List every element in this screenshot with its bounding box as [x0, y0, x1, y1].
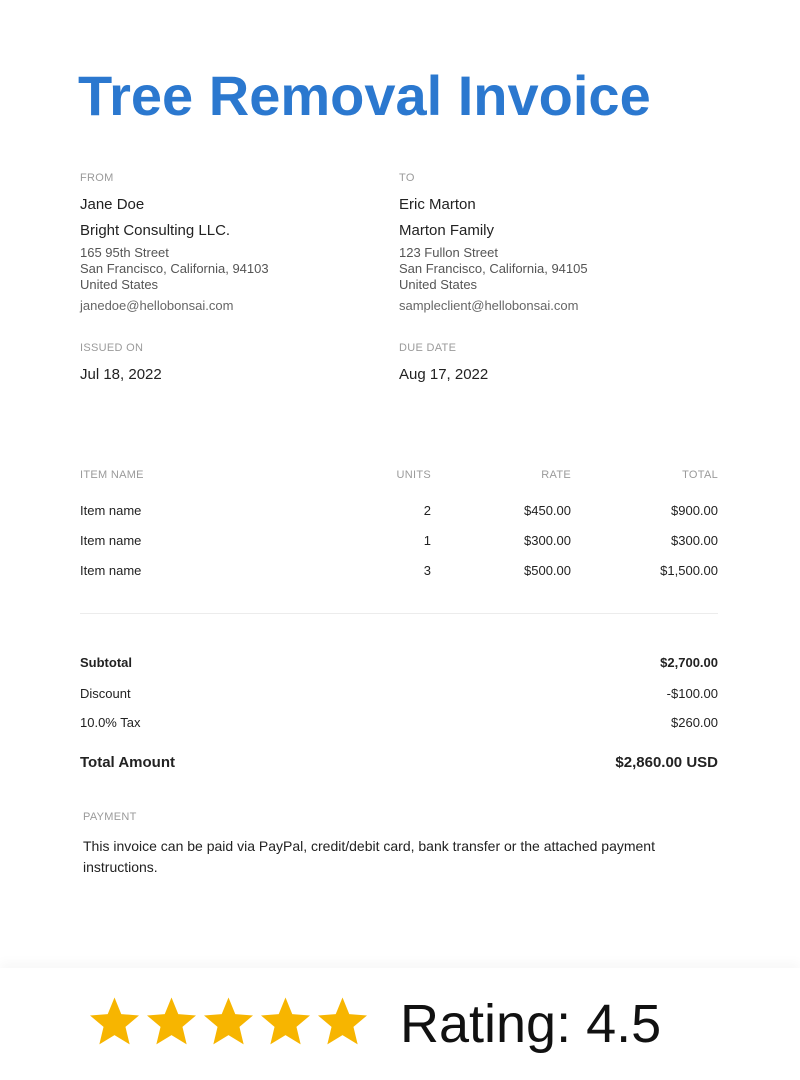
total-row	[80, 754, 718, 774]
item-name: Item name	[80, 563, 142, 578]
item-rate: $300.00	[524, 533, 571, 548]
from-label: FROM	[80, 172, 114, 184]
star-icon	[257, 994, 314, 1050]
from-address-line1: 165 95th Street	[80, 245, 169, 260]
from-name: Jane Doe	[80, 196, 145, 213]
from-section	[80, 172, 380, 314]
item-total: $300.00	[671, 533, 718, 548]
subtotal-row	[80, 655, 718, 675]
to-label: TO	[399, 172, 415, 184]
to-country: United States	[399, 277, 478, 292]
item-units: 3	[423, 563, 431, 578]
item-name: Item name	[80, 503, 142, 518]
discount-value: -$100.00	[666, 686, 718, 701]
from-email: janedoe@hellobonsai.com	[80, 298, 234, 313]
rating-stars	[86, 994, 371, 1052]
tax-row	[80, 715, 718, 735]
rating-text: Rating: 4.5	[400, 994, 662, 1054]
tax-value: $260.00	[671, 715, 718, 730]
table-divider	[80, 613, 718, 614]
to-email: sampleclient@hellobonsai.com	[399, 298, 579, 313]
item-name: Item name	[80, 533, 142, 548]
header-item-name: ITEM NAME	[80, 469, 144, 481]
invoice-title: Tree Removal Invoice	[78, 64, 651, 127]
subtotal-label: Subtotal	[80, 655, 132, 670]
item-rate: $500.00	[524, 563, 571, 578]
star-icon	[200, 994, 257, 1050]
item-total: $900.00	[671, 503, 718, 518]
payment-instructions: This invoice can be paid via PayPal, credit/debit card, bank transfer or the attached payment instructions.	[83, 838, 655, 875]
header-rate: RATE	[541, 469, 571, 481]
item-units: 2	[423, 503, 431, 518]
total-value: $2,860.00 USD	[615, 754, 718, 771]
from-company: Bright Consulting LLC.	[80, 222, 231, 239]
header-total: TOTAL	[682, 469, 718, 481]
to-section	[399, 172, 699, 314]
to-company: Marton Family	[399, 222, 495, 239]
from-country: United States	[80, 277, 159, 292]
due-date: Aug 17, 2022	[399, 366, 489, 383]
table-row	[80, 563, 718, 581]
to-address-line2: San Francisco, California, 94105	[399, 261, 588, 276]
total-label: Total Amount	[80, 754, 175, 771]
to-name: Eric Marton	[399, 196, 476, 213]
star-icon	[86, 994, 143, 1050]
issued-section	[80, 342, 380, 384]
tax-label: 10.0% Tax	[80, 715, 141, 730]
item-units: 1	[423, 533, 431, 548]
item-rate: $450.00	[524, 503, 571, 518]
due-label: DUE DATE	[399, 342, 457, 354]
item-total: $1,500.00	[660, 563, 718, 578]
header-units: UNITS	[396, 469, 431, 481]
table-row	[80, 503, 718, 521]
star-icon	[314, 994, 371, 1050]
star-icon	[143, 994, 200, 1050]
due-section	[399, 342, 699, 384]
to-address-line1: 123 Fullon Street	[399, 245, 499, 260]
table-row	[80, 533, 718, 551]
issued-date: Jul 18, 2022	[80, 366, 162, 383]
subtotal-value: $2,700.00	[660, 655, 718, 670]
discount-label: Discount	[80, 686, 131, 701]
items-table-header	[80, 469, 718, 487]
issued-label: ISSUED ON	[80, 342, 144, 354]
discount-row	[80, 686, 718, 706]
payment-label: PAYMENT	[83, 811, 137, 823]
from-address-line2: San Francisco, California, 94103	[80, 261, 269, 276]
